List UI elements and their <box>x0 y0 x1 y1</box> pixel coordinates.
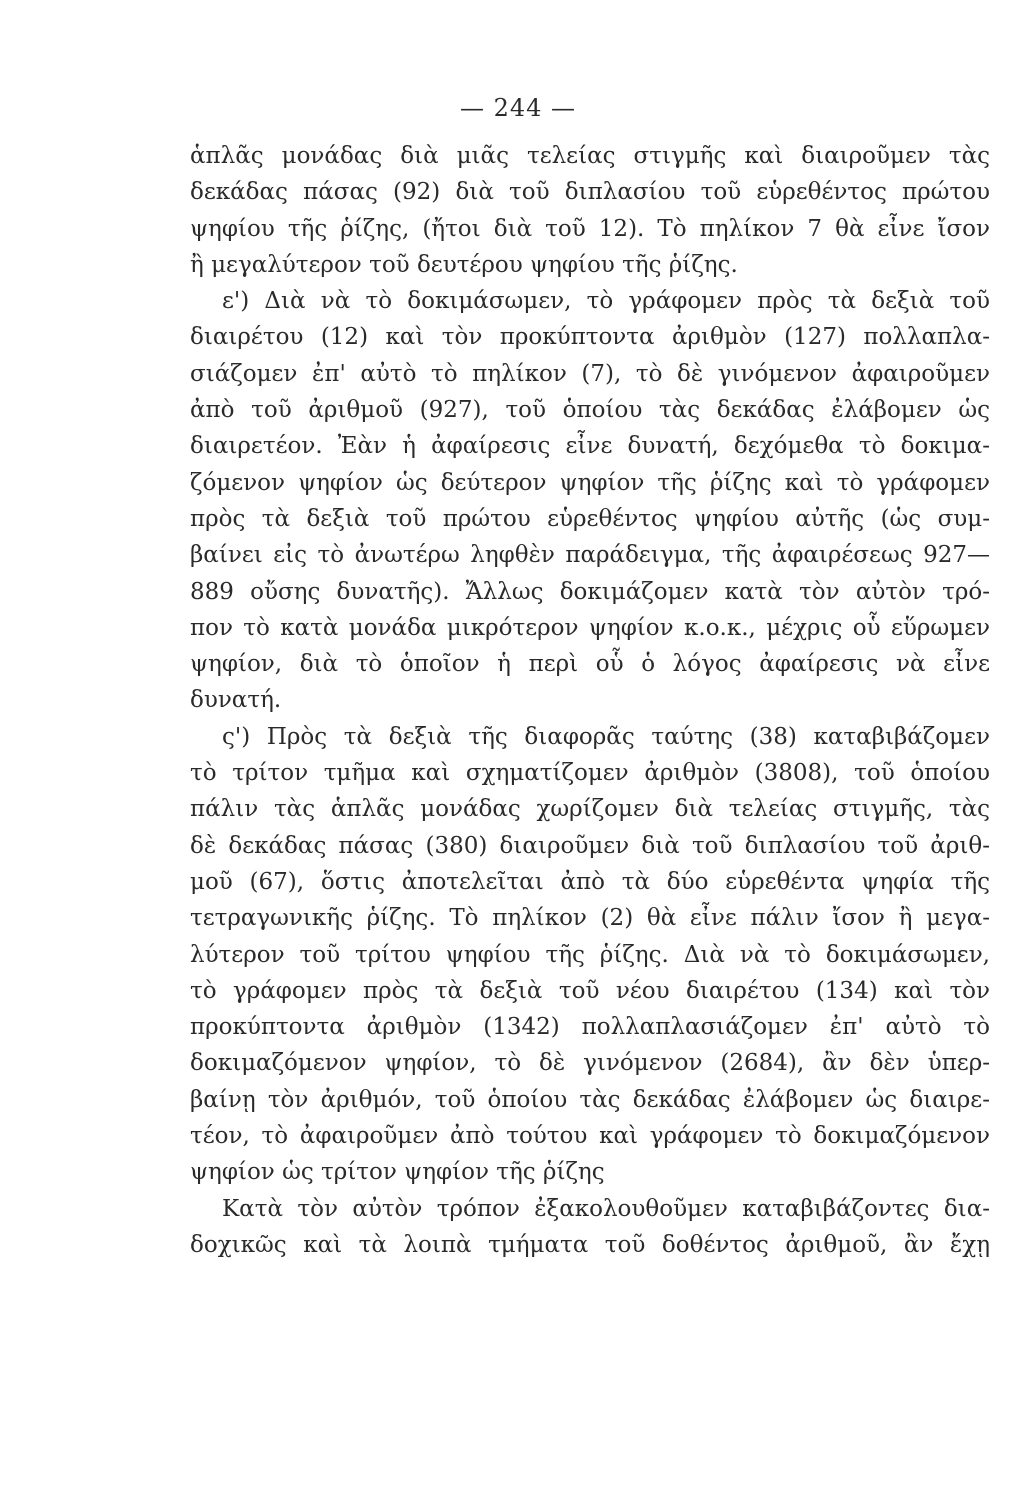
body-text <box>190 138 990 1263</box>
text-line: Κατὰ τὸν αὐτὸν τρόπον ἐξακολουθοῦμεν καταβιβάζοντες δια- <box>222 1195 990 1222</box>
text-line: ε') Διὰ νὰ τὸ δοκιμάσωμεν, τὸ γράφομεν πρὸς τὰ δεξιὰ τοῦ <box>222 288 990 315</box>
text-line: μοῦ (67), ὅστις ἀποτελεῖται ἀπὸ τὰ δύο εὑρεθέντα ψηφία τῆς <box>190 868 990 895</box>
text-line: τετραγωνικῆς ῥίζης. Τὸ πηλίκον (2) θὰ εἶνε πάλιν ἴσον ἢ μεγα- <box>190 905 990 932</box>
text-line: ς') Πρὸς τὰ δεξιὰ τῆς διαφορᾶς ταύτης (38) καταβιβάζομεν <box>222 723 990 750</box>
text-line: τὸ γράφομεν πρὸς τὰ δεξιὰ τοῦ νέου διαιρέτου (134) καὶ τὸν <box>190 977 990 1004</box>
text-line: δοκιμαζόμενον ψηφίον, τὸ δὲ γινόμενον (2684), ἂν δὲν ὑπερ- <box>190 1050 990 1077</box>
page-number: — 244 — <box>459 94 577 122</box>
text-line: ψηφίου τῆς ῥίζης, (ἤτοι διὰ τοῦ 12). Τὸ πηλίκον 7 θὰ εἶνε ἴσον <box>190 215 990 242</box>
text-line: δυνατή. <box>190 687 282 714</box>
text-line: ψηφίον, διὰ τὸ ὁποῖον ἡ περὶ οὗ ὁ λόγος ἀφαίρεσις νὰ εἶνε <box>190 651 990 678</box>
text-line: ἢ μεγαλύτερον τοῦ δευτέρου ψηφίου τῆς ῥίζης. <box>190 251 738 278</box>
text-line: πάλιν τὰς ἁπλᾶς μονάδας χωρίζομεν διὰ τελείας στιγμῆς, τὰς <box>190 796 990 823</box>
text-line: πον τὸ κατὰ μονάδα μικρότερον ψηφίον κ.ο.κ., μέχρις οὗ εὕρωμεν <box>190 614 990 641</box>
text-line: διαιρετέον. Ἐὰν ἡ ἀφαίρεσις εἶνε δυνατή, δεχόμεθα τὸ δοκιμα- <box>190 433 990 460</box>
text-line: ἀπὸ τοῦ ἀριθμοῦ (927), τοῦ ὁποίου τὰς δεκάδας ἐλάβομεν ὡς <box>190 397 990 424</box>
text-line: λύτερον τοῦ τρίτου ψηφίου τῆς ῥίζης. Διὰ νὰ τὸ δοκιμάσωμεν, <box>190 941 990 968</box>
text-line: ζόμενον ψηφίον ὡς δεύτερον ψηφίον τῆς ῥίζης καὶ τὸ γράφομεν <box>190 469 990 496</box>
text-line: σιάζομεν ἐπ' αὐτὸ τὸ πηλίκον (7), τὸ δὲ γινόμενον ἀφαιροῦμεν <box>190 360 990 387</box>
text-line: τέον, τὸ ἀφαιροῦμεν ἀπὸ τούτου καὶ γράφομεν τὸ δοκιμαζόμενον <box>190 1123 990 1150</box>
text-line: πρὸς τὰ δεξιὰ τοῦ πρώτου εὑρεθέντος ψηφίου αὐτῆς (ὡς συμ- <box>190 505 990 532</box>
text-line: ἁπλᾶς μονάδας διὰ μιᾶς τελείας στιγμῆς καὶ διαιροῦμεν τὰς <box>190 143 990 169</box>
text-line: ψηφίον ὡς τρίτον ψηφίον τῆς ῥίζης <box>190 1159 605 1186</box>
text-line: 889 οὔσης δυνατῆς). Ἄλλως δοκιμάζομεν κατὰ τὸν αὐτὸν τρό- <box>190 578 990 605</box>
text-line: δὲ δεκάδας πάσας (380) διαιροῦμεν διὰ τοῦ διπλασίου τοῦ ἀριθ- <box>190 832 990 859</box>
text-line: δοχικῶς καὶ τὰ λοιπὰ τμήματα τοῦ δοθέντος ἀριθμοῦ, ἂν ἔχῃ <box>190 1231 990 1258</box>
text-line: τὸ τρίτον τμῆμα καὶ σχηματίζομεν ἀριθμὸν (3808), τοῦ ὁποίου <box>190 760 990 787</box>
text-line: δεκάδας πάσας (92) διὰ τοῦ διπλασίου τοῦ εὑρεθέντος πρώτου <box>190 179 990 206</box>
text-line: διαιρέτου (12) καὶ τὸν προκύπτοντα ἀριθμὸν (127) πολλαπλα- <box>190 324 990 351</box>
text-line: βαίνῃ τὸν ἀριθμόν, τοῦ ὁποίου τὰς δεκάδας ἐλάβομεν ὡς διαιρε- <box>190 1086 990 1113</box>
text-line: βαίνει εἰς τὸ ἀνωτέρω ληφθὲν παράδειγμα, τῆς ἀφαιρέσεως 927— <box>190 542 990 569</box>
text-line: προκύπτοντα ἀριθμὸν (1342) πολλαπλασιάζομεν ἐπ' αὐτὸ τὸ <box>190 1014 990 1041</box>
